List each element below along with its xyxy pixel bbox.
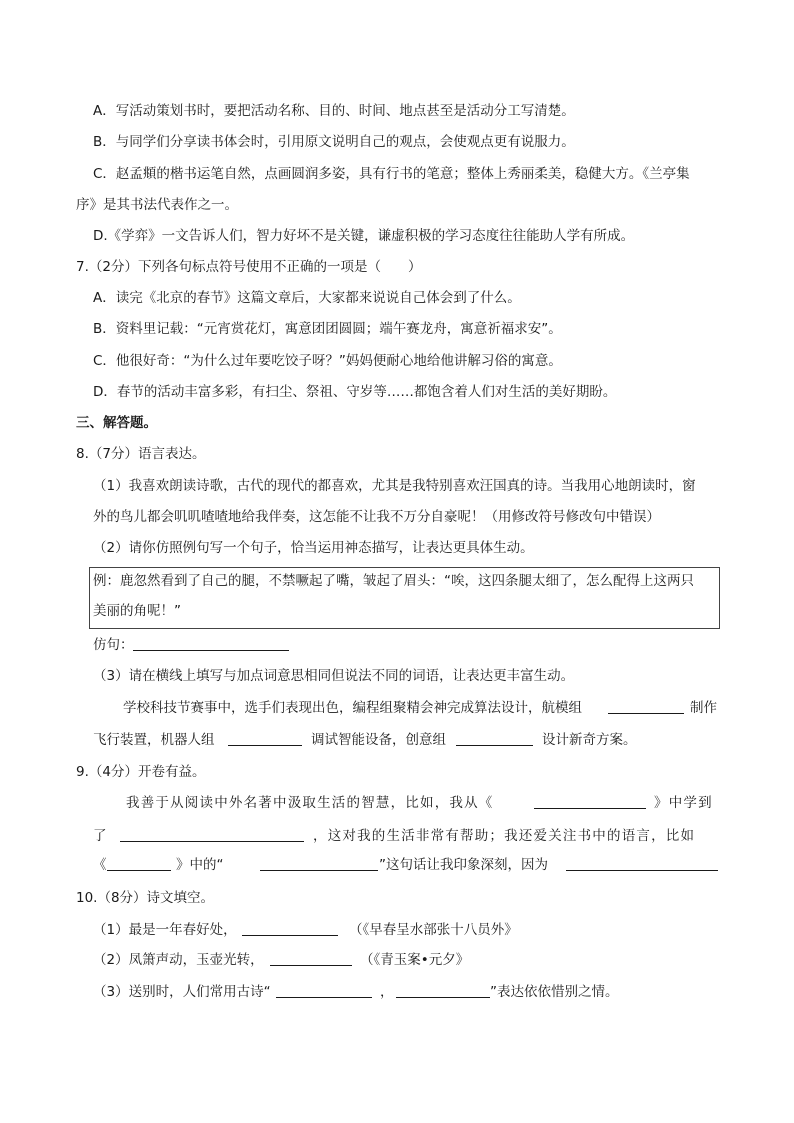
- section-heading: 三、解答题。: [76, 415, 157, 431]
- q9-line3-mid: 》中的“: [176, 857, 224, 873]
- q8-part3-text-5: 设计新奇方案。: [542, 732, 637, 748]
- q10-line3: （3）送别时，人们常用古诗“: [93, 984, 271, 1000]
- q8-stem: 8.（7分）语言表达。: [76, 446, 206, 462]
- q6-option-a: A．写活动策划书时，要把活动名称、目的、时间、地点甚至是活动分工写清楚。: [93, 103, 575, 119]
- q10-source-1: （《早春呈水部张十八员外》: [349, 922, 518, 938]
- q8-part3-text-4: 调试智能设备，创意组: [311, 732, 446, 748]
- imitate-label: 仿句：: [93, 637, 134, 653]
- q9-blank-learned[interactable]: [120, 827, 304, 847]
- q8-part3-text: 学校科技节赛事中，选手们表现出色，编程组聚精会神完成算法设计，航模组: [123, 700, 582, 716]
- q6-option-c: C．赵孟頫的楷书运笔自然，点画圆润多姿，具有行书的笔意；整体上秀丽柔美，稳健大方。《兰亭集: [93, 166, 690, 182]
- q6-option-d: D.《学弈》一文告诉人们，智力好坏不是关键，谦虚积极的学习态度往往能助人学有所成。: [93, 228, 635, 244]
- q10-blank-2[interactable]: [270, 951, 352, 971]
- q9-stem: 9.（4分）开卷有益。: [76, 764, 206, 780]
- q8-part1: （1）我喜欢朗读诗歌，古代的现代的都喜欢，尤其是我特别喜欢汪国真的诗。当我用心地朗读时，窗: [93, 478, 696, 494]
- q8-part3: （3）请在横线上填写与加点词意思相同但说法不同的词语，让表达更丰富生动。: [93, 668, 575, 684]
- q9-blank-book-2[interactable]: [107, 856, 171, 876]
- q10-source-2: （《青玉案•元夕》: [360, 952, 470, 968]
- q6-option-b: B．与同学们分享读书体会时，引用原文说明自己的观点，会使观点更有说服力。: [93, 134, 575, 150]
- q10-blank-4[interactable]: [396, 983, 490, 1003]
- q6-option-c-cont: 序》是其书法代表作之一。: [76, 197, 238, 213]
- imitate-answer-blank[interactable]: [133, 636, 289, 656]
- q9-line3-start: 《: [93, 857, 107, 873]
- example-text: 例：鹿忽然看到了自己的腿，不禁噘起了嘴，皱起了眉头：“唉，这四条腿太细了，怎么配得上这两只: [93, 573, 694, 589]
- q9-blank-reason[interactable]: [566, 856, 718, 876]
- q10-line2: （2）凤箫声动，玉壶光转，: [93, 952, 264, 968]
- q8-part3-text-2: 制作: [690, 700, 717, 716]
- q10-line3-end: ”表达依依惜别之情。: [490, 984, 619, 1000]
- q7-option-a: A．读完《北京的春节》这篇文章后，大家都来说说自己体会到了什么。: [93, 290, 521, 306]
- q8-part3-text-3: 飞行装置，机器人组: [93, 732, 215, 748]
- q10-line3-comma: ，: [380, 984, 394, 1000]
- q10-stem: 10.（8分）诗文填空。: [76, 890, 215, 906]
- q10-blank-3[interactable]: [276, 983, 372, 1003]
- q7-option-b: B．资料里记载：“元宵赏花灯，寓意团团圆圆；端午赛龙舟，寓意祈福求安”。: [93, 321, 562, 337]
- q7-option-c: C．他很好奇：“为什么过年要吃饺子呀？”妈妈便耐心地给他讲解习俗的寓意。: [93, 353, 562, 369]
- q8-blank-2[interactable]: [228, 731, 302, 751]
- q8-blank-1[interactable]: [608, 699, 684, 719]
- q9-blank-quote[interactable]: [260, 856, 378, 876]
- q9-line3-end: ”这句话让我印象深刻，因为: [379, 857, 548, 873]
- q7-stem: 7.（2分）下列各句标点符号使用不正确的一项是（ ）: [76, 259, 422, 275]
- q10-blank-1[interactable]: [242, 921, 338, 941]
- q9-line2-start: 了: [93, 828, 107, 844]
- q10-line1: （1）最是一年春好处，: [93, 922, 237, 938]
- example-text-cont: 美丽的角呢！”: [93, 603, 181, 619]
- q9-line1: 我善于从阅读中外名著中汲取生活的智慧，比如，我从《: [126, 795, 494, 811]
- q9-line1-end: 》中学到: [654, 795, 713, 811]
- q7-option-d: D．春节的活动丰富多彩，有扫尘、祭祖、守岁等……都饱含着人们对生活的美好期盼。: [93, 384, 617, 400]
- q8-part2: （2）请你仿照例句写一个句子，恰当运用神态描写，让表达更具体生动。: [93, 540, 534, 556]
- q9-blank-book-1[interactable]: [534, 794, 646, 814]
- q8-blank-3[interactable]: [456, 731, 533, 751]
- q8-part1-cont: 外的鸟儿都会叽叽喳喳地给我伴奏，这怎能不让我不万分自豪呢！（用修改符号修改句中错误）: [93, 509, 660, 525]
- q9-line2: ，这对我的生活非常有帮助；我还爱关注书中的语言，比如: [313, 828, 696, 844]
